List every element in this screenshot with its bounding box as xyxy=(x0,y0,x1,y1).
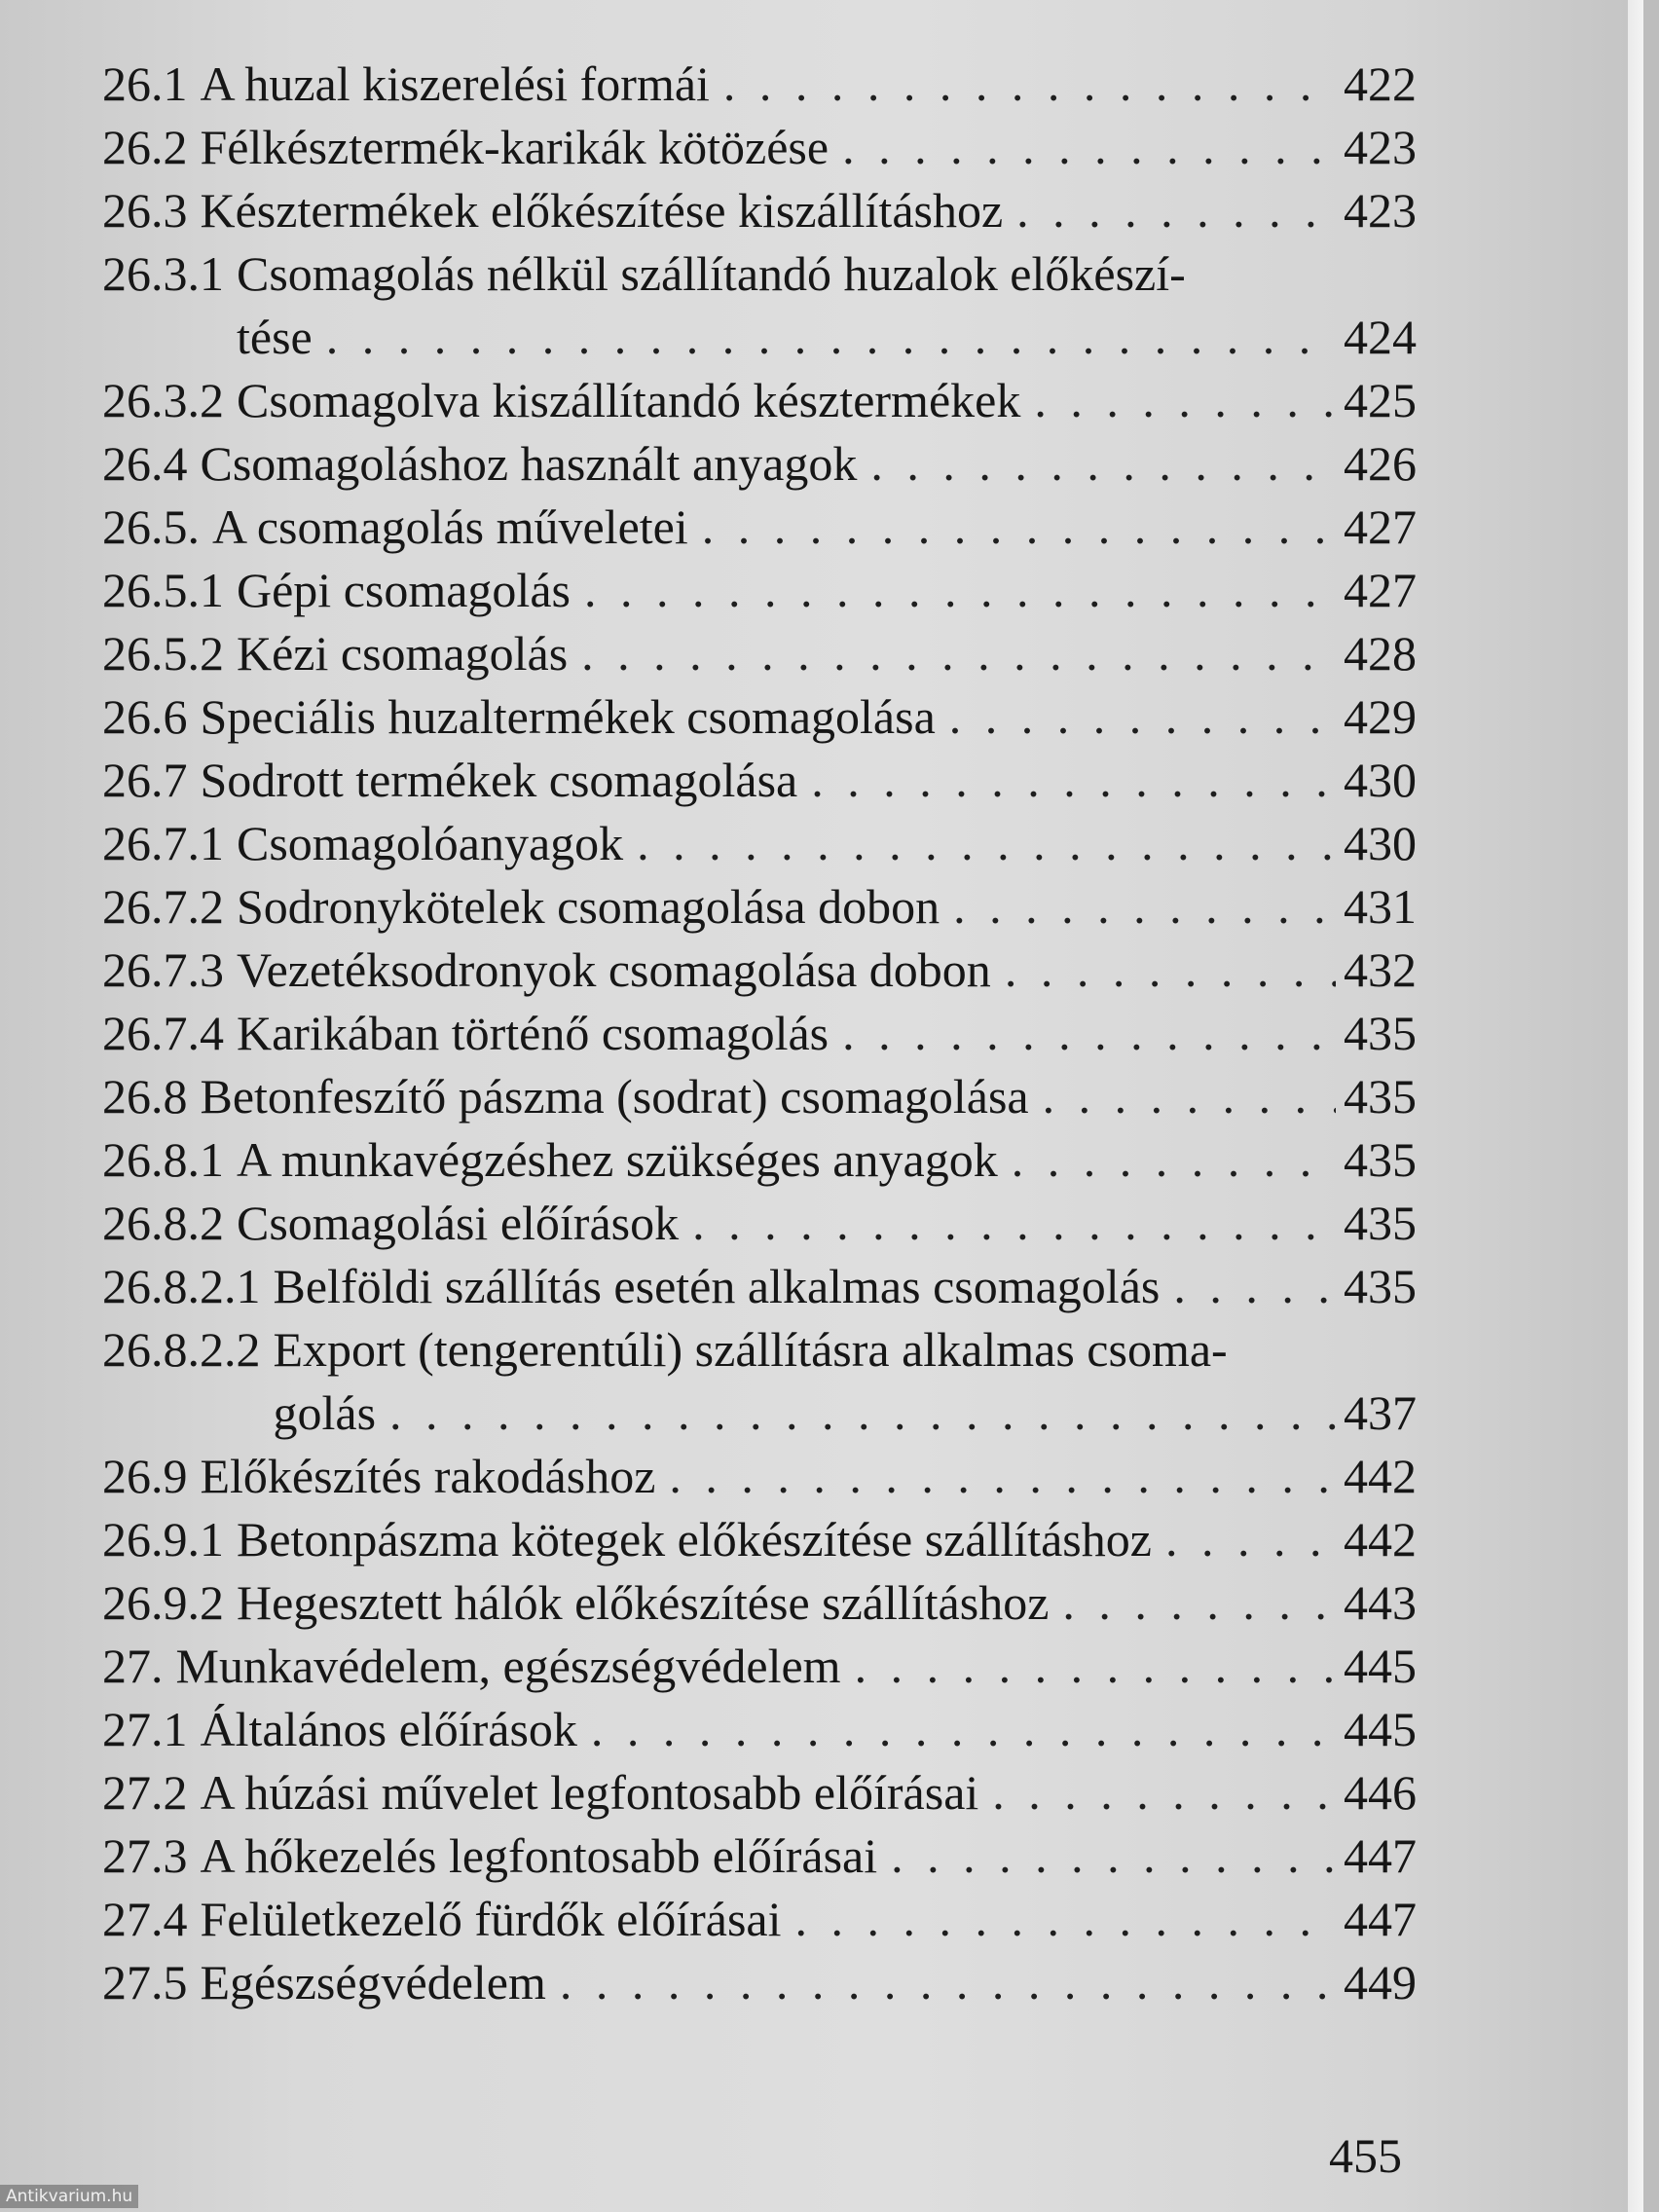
toc-entry-page: 432 xyxy=(1344,942,1417,997)
toc-entry-number: 26.2 xyxy=(102,120,188,174)
toc-entry-page: 425 xyxy=(1344,373,1417,427)
toc-entry-title: Speciális huzaltermékek csomagolása xyxy=(200,689,936,744)
toc-entry xyxy=(102,179,1417,242)
toc-entry xyxy=(102,1255,1417,1318)
toc-entry-number: 26.1 xyxy=(102,56,188,111)
toc-entry-page: 446 xyxy=(1344,1765,1417,1820)
toc-entry xyxy=(102,1002,1417,1065)
toc-entry-title: A munkavégzéshez szükséges anyagok xyxy=(237,1132,998,1187)
toc-entry-title: Csomagolva kiszállítandó késztermékek xyxy=(237,373,1021,427)
leader-dots xyxy=(702,496,1336,559)
leader-dots xyxy=(584,559,1336,622)
toc-entry-page: 428 xyxy=(1344,626,1417,681)
toc-entry-number: 27.2 xyxy=(102,1765,188,1820)
toc-entry-page: 424 xyxy=(1344,310,1417,364)
toc-entry-page: 447 xyxy=(1344,1892,1417,1946)
toc-entry-title: Felületkezelő fürdők előírásai xyxy=(200,1892,782,1946)
toc-entry-number: 26.7.4 xyxy=(102,1006,224,1060)
toc-entry-number: 26.9.1 xyxy=(102,1512,224,1567)
toc-entry xyxy=(102,1571,1417,1635)
toc-entry xyxy=(102,559,1417,622)
toc-entry-page: 435 xyxy=(1344,1132,1417,1187)
toc-entry xyxy=(102,939,1417,1002)
toc-entry-title: Félkésztermék-karikák kötözése xyxy=(200,120,830,174)
toc-entry-title: Általános előírások xyxy=(200,1702,577,1756)
leader-dots xyxy=(842,1002,1336,1065)
toc-entry-title: A csomagolás műveletei xyxy=(212,499,688,554)
toc-entry-title-continuation: tése xyxy=(237,310,313,364)
toc-entry-title: Export (tengerentúli) szállításra alkalmas csoma- xyxy=(273,1322,1228,1377)
watermark: Antikvarium.hu xyxy=(0,2185,138,2208)
leader-dots xyxy=(581,622,1336,685)
toc-entry-title: Előkészítés rakodáshoz xyxy=(200,1449,656,1503)
toc-entry-number: 27.1 xyxy=(102,1702,188,1756)
toc-entry-page: 423 xyxy=(1344,120,1417,174)
leader-dots xyxy=(891,1825,1336,1888)
toc-entry-title: Kézi csomagolás xyxy=(237,626,569,681)
toc-entry xyxy=(102,242,1417,306)
toc-entry xyxy=(102,749,1417,812)
toc-entry-title: Sodrott termékek csomagolása xyxy=(200,753,798,807)
toc-entry xyxy=(102,1825,1417,1888)
toc-entry xyxy=(102,1318,1417,1382)
toc-entry-page: 435 xyxy=(1344,1196,1417,1250)
leader-dots xyxy=(637,812,1336,875)
leader-dots xyxy=(953,875,1336,939)
toc-entry-title: A huzal kiszerelési formái xyxy=(200,56,710,111)
toc-entry-number: 26.6 xyxy=(102,689,188,744)
toc-entry-title: Késztermékek előkészítése kiszállításhoz xyxy=(200,183,1004,238)
toc-entry-title: Munkavédelem, egészségvédelem xyxy=(175,1639,841,1693)
leader-dots xyxy=(1034,369,1336,432)
toc-entry-page: 442 xyxy=(1344,1512,1417,1567)
toc-entry-number: 26.9.2 xyxy=(102,1575,224,1630)
page-number: 455 xyxy=(1329,2128,1402,2183)
leader-dots xyxy=(1043,1065,1336,1128)
toc-entry xyxy=(102,53,1417,116)
toc-entry-page: 427 xyxy=(1344,563,1417,617)
toc-entry-title: Gépi csomagolás xyxy=(237,563,571,617)
toc-entry-number: 26.5.1 xyxy=(102,563,224,617)
toc-entry-number: 26.3.2 xyxy=(102,373,224,427)
toc-entry-page: 431 xyxy=(1344,879,1417,934)
toc-entry xyxy=(102,1761,1417,1825)
toc-entry-title: Sodronykötelek csomagolása dobon xyxy=(237,879,940,934)
toc-entry-title: Csomagoláshoz használt anyagok xyxy=(200,436,858,491)
toc-entry-number: 26.3.1 xyxy=(102,246,224,301)
toc-entry xyxy=(102,685,1417,749)
toc-entry xyxy=(102,812,1417,875)
toc-entry-title: Hegesztett hálók előkészítése szállításhoz xyxy=(237,1575,1050,1630)
toc-entry-number: 26.8.2.2 xyxy=(102,1322,261,1377)
leader-dots xyxy=(560,1951,1336,2014)
leader-dots xyxy=(389,1382,1336,1445)
toc-entry-page: 447 xyxy=(1344,1828,1417,1883)
toc-entry xyxy=(102,369,1417,432)
toc-entry-number: 26.5.2 xyxy=(102,626,224,681)
toc-entry-title: Egészségvédelem xyxy=(200,1955,546,2009)
toc-entry-page: 423 xyxy=(1344,183,1417,238)
toc-entry-title: A hőkezelés legfontosabb előírásai xyxy=(200,1828,878,1883)
toc-entry-page: 437 xyxy=(1344,1385,1417,1440)
leader-dots xyxy=(870,432,1336,496)
toc-entry-number: 27.3 xyxy=(102,1828,188,1883)
toc-entry-number: 26.8.2 xyxy=(102,1196,224,1250)
toc-entry-number: 26.7.2 xyxy=(102,879,224,934)
toc-entry-number: 26.7.1 xyxy=(102,816,224,870)
toc-entry-title: Vezetéksodronyok csomagolása dobon xyxy=(237,942,991,997)
toc-entry-page: 435 xyxy=(1344,1069,1417,1124)
toc-entry-page: 429 xyxy=(1344,689,1417,744)
leader-dots xyxy=(723,53,1336,116)
toc-entry-title: Belföldi szállítás esetén alkalmas csomagolás xyxy=(273,1259,1161,1313)
toc-entry-number: 26.4 xyxy=(102,436,188,491)
toc-entry-page: 426 xyxy=(1344,436,1417,491)
toc-entry-page: 430 xyxy=(1344,816,1417,870)
toc-entry-number: 26.8.2.1 xyxy=(102,1259,261,1313)
table-of-contents xyxy=(102,53,1417,2014)
leader-dots xyxy=(855,1635,1336,1698)
leader-dots xyxy=(795,1888,1337,1951)
toc-entry-title: Karikában történő csomagolás xyxy=(237,1006,830,1060)
toc-entry xyxy=(102,1065,1417,1128)
leader-dots xyxy=(1165,1508,1336,1571)
toc-entry xyxy=(102,622,1417,685)
leader-dots xyxy=(842,116,1336,179)
toc-entry-page: 430 xyxy=(1344,753,1417,807)
toc-entry xyxy=(102,875,1417,939)
toc-entry-number: 27. xyxy=(102,1639,164,1693)
toc-entry-number: 26.7 xyxy=(102,753,188,807)
toc-entry xyxy=(102,1128,1417,1192)
toc-entry-title: Csomagolási előírások xyxy=(237,1196,680,1250)
toc-entry-page: 443 xyxy=(1344,1575,1417,1630)
toc-entry-number: 26.3 xyxy=(102,183,188,238)
toc-entry xyxy=(102,116,1417,179)
leader-dots xyxy=(591,1698,1336,1761)
leader-dots xyxy=(949,685,1336,749)
toc-entry xyxy=(102,432,1417,496)
toc-entry-number: 27.4 xyxy=(102,1892,188,1946)
toc-entry-continuation xyxy=(102,1382,1417,1445)
leader-dots xyxy=(1062,1571,1336,1635)
toc-entry-title: Betonpászma kötegek előkészítése szállításhoz xyxy=(237,1512,1152,1567)
toc-entry xyxy=(102,1698,1417,1761)
leader-dots xyxy=(1005,939,1336,1002)
toc-entry-title: Betonfeszítő pászma (sodrat) csomagolása xyxy=(200,1069,1029,1124)
toc-entry-title: Csomagolóanyagok xyxy=(237,816,624,870)
toc-entry xyxy=(102,1951,1417,2014)
leader-dots xyxy=(811,749,1336,812)
toc-entry-page: 435 xyxy=(1344,1259,1417,1313)
toc-entry-page: 427 xyxy=(1344,499,1417,554)
toc-entry xyxy=(102,1635,1417,1698)
toc-entry-page: 442 xyxy=(1344,1449,1417,1503)
toc-entry-number: 26.7.3 xyxy=(102,942,224,997)
leader-dots xyxy=(669,1445,1336,1508)
toc-entry-page: 449 xyxy=(1344,1955,1417,2009)
toc-entry xyxy=(102,1508,1417,1571)
leader-dots xyxy=(1173,1255,1336,1318)
toc-entry-number: 26.8.1 xyxy=(102,1132,224,1187)
toc-entry xyxy=(102,1445,1417,1508)
toc-entry-number: 27.5 xyxy=(102,1955,188,2009)
toc-entry-page: 422 xyxy=(1344,56,1417,111)
toc-entry-title: Csomagolás nélkül szállítandó huzalok előkészí- xyxy=(237,246,1186,301)
page-edge xyxy=(1628,0,1643,2212)
leader-dots xyxy=(992,1761,1336,1825)
toc-entry-title: A húzási művelet legfontosabb előírásai xyxy=(200,1765,979,1820)
leader-dots xyxy=(1012,1128,1336,1192)
leader-dots xyxy=(1016,179,1336,242)
toc-entry xyxy=(102,1888,1417,1951)
toc-entry-page: 445 xyxy=(1344,1639,1417,1693)
leader-dots xyxy=(692,1192,1336,1255)
toc-entry-number: 26.5. xyxy=(102,499,200,554)
toc-entry xyxy=(102,1192,1417,1255)
toc-entry-number: 26.8 xyxy=(102,1069,188,1124)
leader-dots xyxy=(326,306,1336,369)
toc-entry-title-continuation: golás xyxy=(273,1385,377,1440)
toc-entry xyxy=(102,496,1417,559)
toc-entry-continuation xyxy=(102,306,1417,369)
toc-entry-page: 445 xyxy=(1344,1702,1417,1756)
toc-entry-page: 435 xyxy=(1344,1006,1417,1060)
toc-entry-number: 26.9 xyxy=(102,1449,188,1503)
